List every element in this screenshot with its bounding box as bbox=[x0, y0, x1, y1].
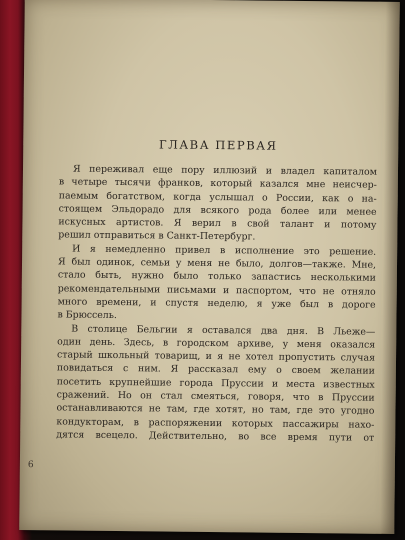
text-line: В столице Бельгии я оставался два дня. В Льеже— bbox=[71, 323, 376, 338]
text-line: рекомендательными письмами и паспортом, что не отняло bbox=[57, 283, 376, 298]
text-line: останавливаются не там, где хотят, но там, где это угодно bbox=[56, 402, 375, 418]
text-line: стоящем Эльдорадо для всякого рода более или менее bbox=[58, 203, 377, 218]
text-line: один день. Здесь, в городском архиве, у меня оказался bbox=[57, 336, 376, 351]
page-number: 6 bbox=[27, 460, 34, 471]
text-line: сражений. Но он стал смеяться, говоря, что в Пруссии bbox=[56, 389, 375, 404]
text-line: дятся всецело. Действительно, во все время пути от bbox=[56, 429, 375, 444]
text-line: решил отправиться в Санкт-Петербург. bbox=[58, 229, 256, 243]
text-line: много времени, и спустя неделю, я уже был в дороге bbox=[57, 296, 376, 311]
text-line: посетить крупнейшие города Пруссии и места известных bbox=[56, 376, 375, 391]
text-line: в четыре тысячи франков, который казался мне неисчер- bbox=[58, 176, 377, 192]
text-body bbox=[56, 162, 377, 445]
text-line: Я переживал еще пору иллюзий и владел капиталом bbox=[72, 163, 378, 178]
text-line: И я немедленно привел в исполнение это решение. bbox=[72, 243, 377, 258]
chapter-title: ГЛАВА ПЕРВАЯ bbox=[158, 137, 278, 153]
text-line: Я был одинок, семьи у меня не было, долгов—также. Мне, bbox=[57, 256, 377, 271]
text-line: стало быть, нужно было только запастись несколькими bbox=[57, 269, 376, 285]
text-line: паемым богатством, когда услышал о России, как о на- bbox=[58, 190, 377, 205]
page-content bbox=[56, 136, 377, 445]
text-line: в Брюссель. bbox=[57, 309, 117, 322]
text-line: искусных артистов. Я верил в свой талант и потому bbox=[58, 216, 377, 231]
book-page bbox=[19, 0, 400, 534]
text-line: старый школьный товарищ, и я не хотел пропустить случая bbox=[57, 349, 376, 364]
text-line: повидаться с ним. Я рассказал ему о своем желании bbox=[56, 362, 375, 378]
text-line: кондукторам, в распоряжении которых пассажиры нахо- bbox=[56, 416, 375, 431]
